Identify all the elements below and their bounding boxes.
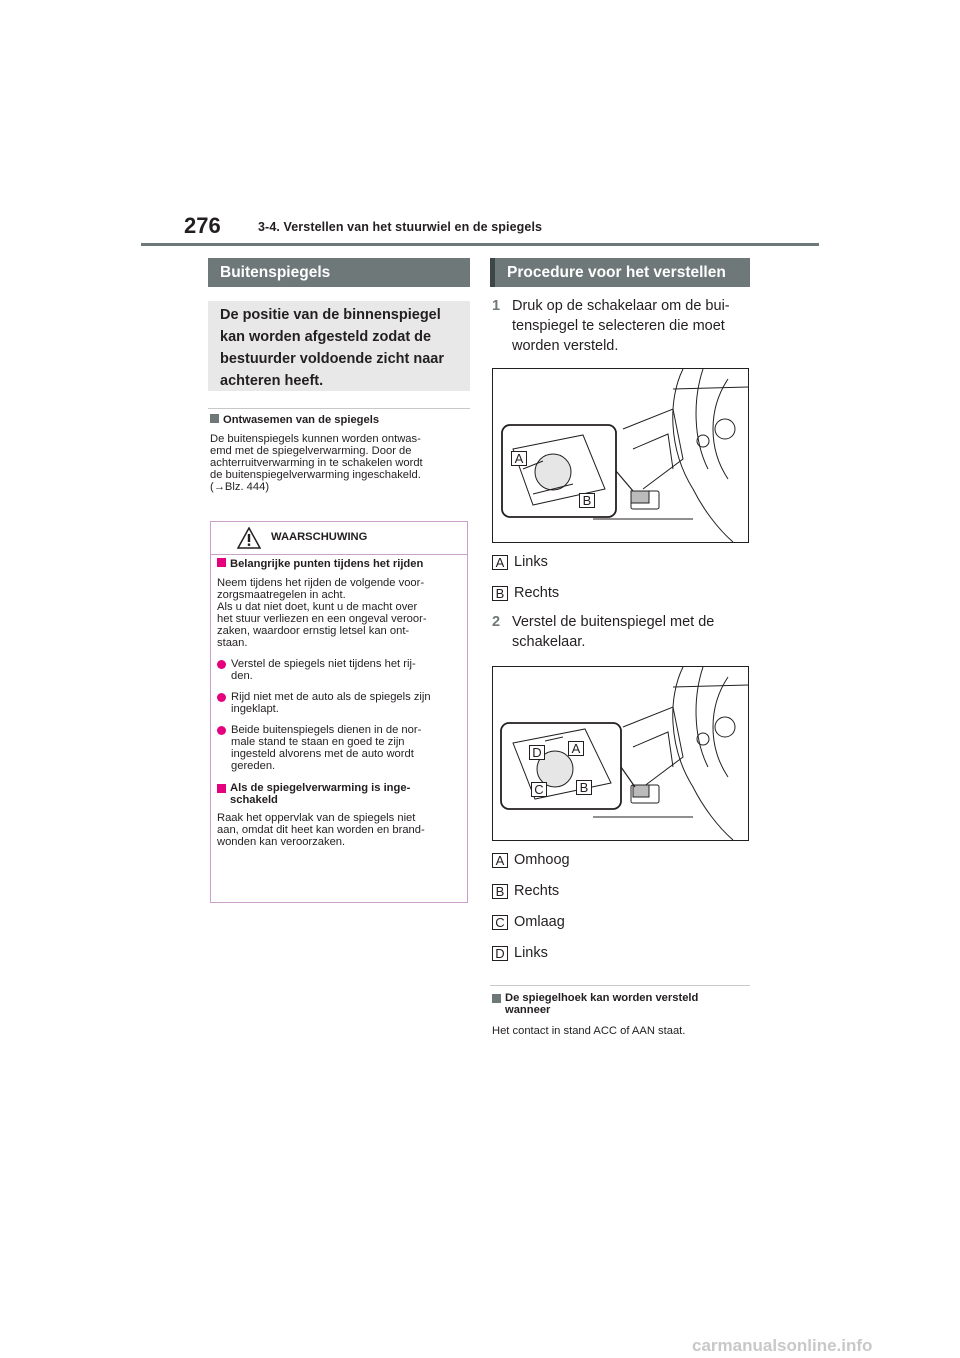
legend-text: Links (514, 554, 548, 570)
mirror-switch-drawing (493, 369, 748, 542)
legend-text: Omlaag (514, 914, 565, 930)
section-title-procedure: Procedure voor het verstellen (490, 258, 750, 287)
step-line: schakelaar. (512, 634, 586, 650)
warning-content (217, 558, 463, 848)
warning-sub2 (217, 782, 463, 806)
warning-bullet (217, 691, 463, 715)
legend-fig2 (492, 852, 570, 961)
warning-sub1 (217, 558, 463, 570)
circle-bullet-icon (217, 693, 226, 702)
step-line: Verstel de buitenspiegel met de (512, 614, 715, 630)
defog-line: (→Blz. 444) (210, 481, 270, 493)
defog-line: emd met de spiegelverwarming. Door de (210, 445, 412, 457)
warning-text1 (217, 577, 463, 649)
note-title-line: De spiegelhoek kan worden versteld (505, 992, 699, 1004)
illustration-mirror-select (492, 368, 749, 543)
legend-text: Rechts (514, 883, 560, 899)
warning-divider (211, 554, 467, 555)
warning-line: staan. (217, 637, 248, 649)
note-text: Het contact in stand ACC of AAN staat. (492, 1025, 686, 1037)
figure-label-d: D (529, 745, 545, 760)
note-heading (492, 992, 698, 1016)
legend-fig1 (492, 554, 559, 601)
square-bullet-icon (217, 784, 226, 793)
figure-label-b: B (579, 493, 595, 508)
defog-line: de buitenspiegelverwarming ingeschakeld. (210, 469, 421, 481)
note-title-line: wanneer (505, 1004, 551, 1016)
header-rule (141, 243, 819, 246)
warning-line: het stuur verliezen en een ongeval veroor- (217, 613, 427, 625)
step-2 (492, 612, 754, 652)
figure-label-a: A (568, 741, 584, 756)
square-bullet-icon (492, 994, 501, 1003)
bullet-line: gereden. (231, 760, 276, 772)
bullet-line: Verstel de spiegels niet tijdens het rij- (231, 658, 416, 670)
square-bullet-icon (210, 414, 219, 423)
illustration-mirror-adjust (492, 666, 749, 841)
warning-line: Neem tijdens het rijden de volgende voor- (217, 577, 425, 589)
step-line: Druk op de schakelaar om de bui- (512, 298, 730, 314)
legend-item (492, 852, 570, 868)
warning-triangle-icon (237, 527, 261, 549)
warning-sub2-line: Als de spiegelverwarming is inge- (230, 782, 411, 794)
figure-label-a: A (511, 451, 527, 466)
legend-item (492, 585, 559, 601)
page-number: 276 (184, 213, 221, 238)
bullet-line: den. (231, 670, 253, 682)
legend-key: B (492, 586, 508, 601)
warning-line: aan, omdat dit heet kan worden en brand- (217, 824, 425, 836)
legend-key: D (492, 946, 508, 961)
step-line: worden versteld. (512, 338, 619, 354)
warning-line: wonden kan veroorzaken. (217, 836, 346, 848)
legend-item (492, 554, 559, 570)
warning-header (211, 522, 467, 553)
legend-item (492, 945, 570, 961)
chapter-title: 3-4. Verstellen van het stuurwiel en de spiegels (258, 220, 543, 234)
legend-text: Omhoog (514, 852, 570, 868)
warning-line: Als u dat niet doet, kunt u de macht over (217, 601, 418, 613)
warning-sub2-line: schakeld (230, 794, 278, 806)
section-title-buitenspiegels: Buitenspiegels (208, 258, 470, 287)
warning-sub1-text: Belangrijke punten tijdens het rijden (230, 558, 424, 570)
warning-line: zorgsmaatregelen in acht. (217, 589, 346, 601)
warning-title: WAARSCHUWING (271, 531, 368, 543)
legend-key: C (492, 915, 508, 930)
bullet-line: Beide buitenspiegels dienen in de nor- (231, 724, 422, 736)
step-line: tenspiegel te selecteren die moet (512, 318, 725, 334)
warning-text2 (217, 812, 463, 848)
legend-item (492, 914, 570, 930)
intro-box: De positie van de binnenspiegel kan worden afgesteld zodat de bestuurder voldoende zicht naar achteren heeft. (208, 301, 470, 391)
divider (490, 985, 750, 986)
defog-line: achterruitverwarming in te schakelen wordt (210, 457, 423, 469)
legend-key: B (492, 884, 508, 899)
legend-key: A (492, 555, 508, 570)
bullet-line: male stand te staan en goed te zijn (231, 736, 405, 748)
figure-label-b: B (576, 780, 592, 795)
divider (208, 408, 470, 409)
legend-text: Links (514, 945, 548, 961)
legend-key: A (492, 853, 508, 868)
bullet-line: Rijd niet met de auto als de spiegels zijn (231, 691, 431, 703)
warning-bullet (217, 724, 463, 772)
watermark: carmanualsonline.info (692, 1336, 873, 1355)
bullet-line: ingeklapt. (231, 703, 279, 715)
step-1 (492, 296, 754, 356)
warning-box (210, 521, 468, 903)
square-bullet-icon (217, 558, 226, 567)
figure-label-c: C (531, 782, 547, 797)
defog-line: De buitenspiegels kunnen worden ontwas- (210, 433, 421, 445)
defog-text (210, 433, 472, 493)
legend-item (492, 883, 570, 899)
step-number: 1 (492, 298, 501, 314)
bullet-line: ingesteld alvorens met de auto wordt (231, 748, 414, 760)
defog-title: Ontwasemen van de spiegels (223, 414, 380, 426)
step-number: 2 (492, 614, 501, 630)
circle-bullet-icon (217, 660, 226, 669)
warning-line: Raak het oppervlak van de spiegels niet (217, 812, 416, 824)
warning-line: zaken, waardoor ernstig letsel kan ont- (217, 625, 410, 637)
warning-bullet (217, 658, 463, 682)
defog-heading (210, 414, 379, 426)
legend-text: Rechts (514, 585, 560, 601)
circle-bullet-icon (217, 726, 226, 735)
